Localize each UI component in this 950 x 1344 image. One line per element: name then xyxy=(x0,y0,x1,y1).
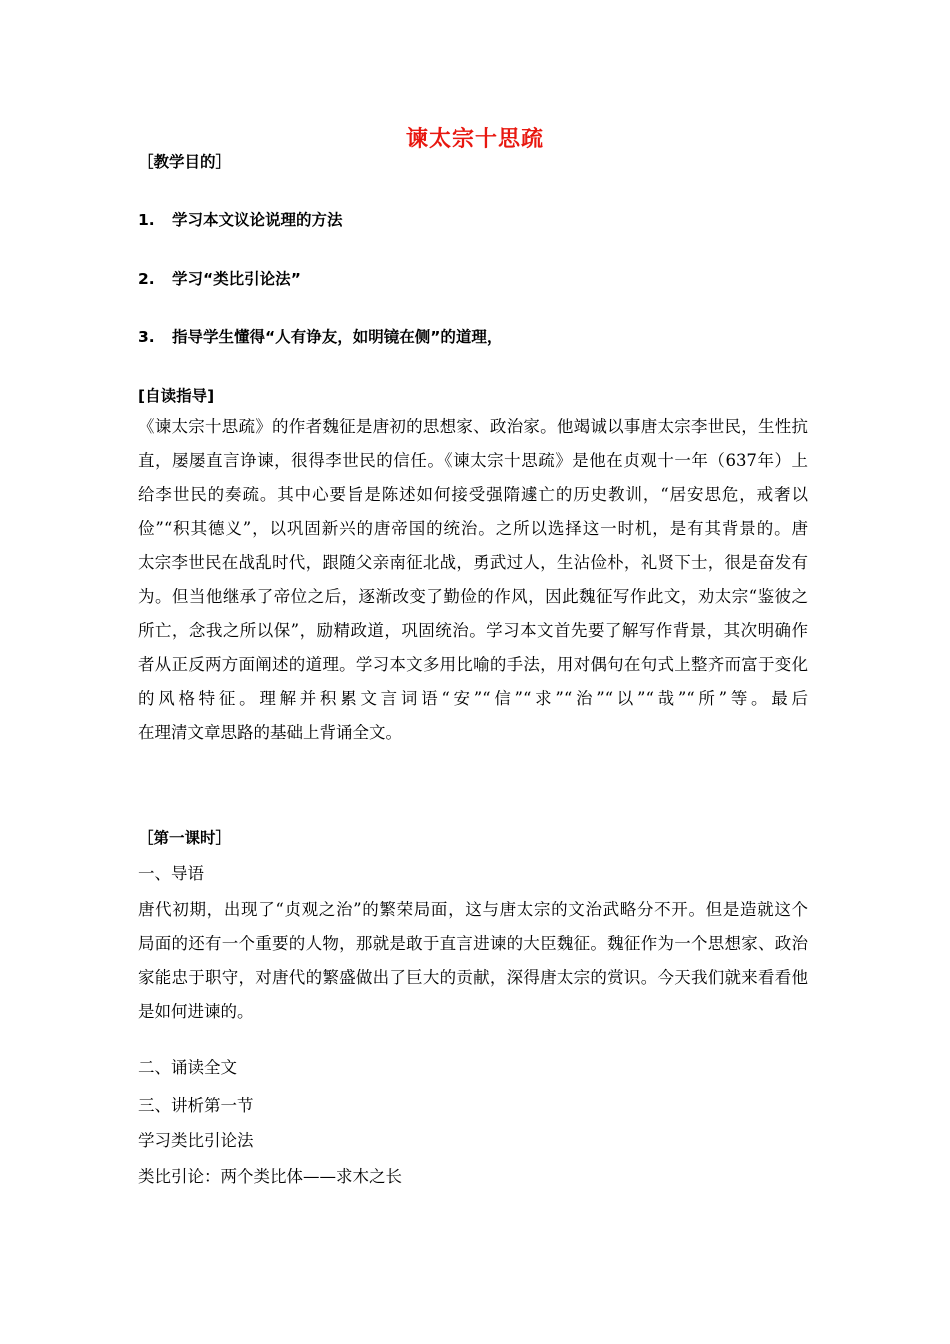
self-study-paragraph xyxy=(138,410,808,750)
method-line: 学习类比引论法 xyxy=(138,1131,254,1150)
paragraph-line: 的风格特征。理解并积累文言词语“安”“信”“求”“治”“以”“哉”“所”等。最后 xyxy=(138,689,808,708)
paragraph-line: 家能忠于职守，对唐代的繁盛做出了巨大的贡献，深得唐太宗的赏识。今天我们就来看看他 xyxy=(138,968,808,987)
section-heading: 三、讲析第一节 xyxy=(138,1096,254,1115)
objective-text: 学习本文议论说理的方法 xyxy=(172,211,343,229)
paragraph-line: 直，屡屡直言诤谏，很得李世民的信任。《谏太宗十思疏》是他在贞观十一年（637年）上 xyxy=(138,451,808,470)
paragraph-line: 唐代初期，出现了“贞观之治”的繁荣局面，这与唐太宗的文治武略分不开。但是造就这个 xyxy=(138,900,808,919)
recite-heading: 二、诵读全文 xyxy=(138,1058,237,1077)
self-study-heading: [自读指导] xyxy=(138,387,215,405)
paragraph-line: 者从正反两方面阐述的道理。学习本文多用比喻的手法，用对偶句在句式上整齐而富于变化 xyxy=(138,655,808,674)
objective-text: 指导学生懂得“人有诤友，如明镜在侧”的道理， xyxy=(172,328,503,346)
objective-item-2 xyxy=(138,269,301,289)
objective-item-1 xyxy=(138,210,343,230)
analogy-line: 类比引论：两个类比体——求木之长 xyxy=(138,1167,402,1186)
lesson1-heading: ［第一课时］ xyxy=(138,829,232,847)
intro-paragraph xyxy=(138,893,808,1029)
paragraph-line: 所亡，念我之所以保”，励精政道，巩固统治。学习本文首先要了解写作背景，其次明确作 xyxy=(138,621,808,640)
paragraph-line: 《谏太宗十思疏》的作者魏征是唐初的思想家、政治家。他竭诚以事唐太宗李世民，生性抗 xyxy=(138,417,808,436)
paragraph-line: 太宗李世民在战乱时代，跟随父亲南征北战，勇武过人，生沾俭朴，礼贤下士，很是奋发有 xyxy=(138,553,808,572)
objectives-heading: ［教学目的］ xyxy=(138,153,232,171)
paragraph-line: 是如何进谏的。 xyxy=(138,1002,254,1021)
document-title: 谏太宗十思疏 xyxy=(405,127,544,152)
objective-number: 1. xyxy=(138,211,155,229)
paragraph-line: 局面的还有一个重要的人物，那就是敢于直言进谏的大臣魏征。魏征作为一个思想家、政治 xyxy=(138,934,808,953)
paragraph-line: 在理清文章思路的基础上背诵全文。 xyxy=(138,723,402,742)
objective-number: 2. xyxy=(138,270,155,288)
objective-number: 3. xyxy=(138,328,155,346)
objective-item-3 xyxy=(138,327,502,347)
paragraph-line: 给李世民的奏疏。其中心要旨是陈述如何接受强隋遽亡的历史教训，“居安思危，戒奢以 xyxy=(138,485,808,504)
objective-text: 学习“类比引论法” xyxy=(172,270,301,288)
paragraph-line: 为。但当他继承了帝位之后，逐渐改变了勤俭的作风，因此魏征写作此文，劝太宗“鉴彼之 xyxy=(138,587,808,606)
intro-heading: 一、导语 xyxy=(138,864,204,883)
paragraph-line: 俭”“积其德义”，以巩固新兴的唐帝国的统治。之所以选择这一时机，是有其背景的。唐 xyxy=(138,519,808,538)
